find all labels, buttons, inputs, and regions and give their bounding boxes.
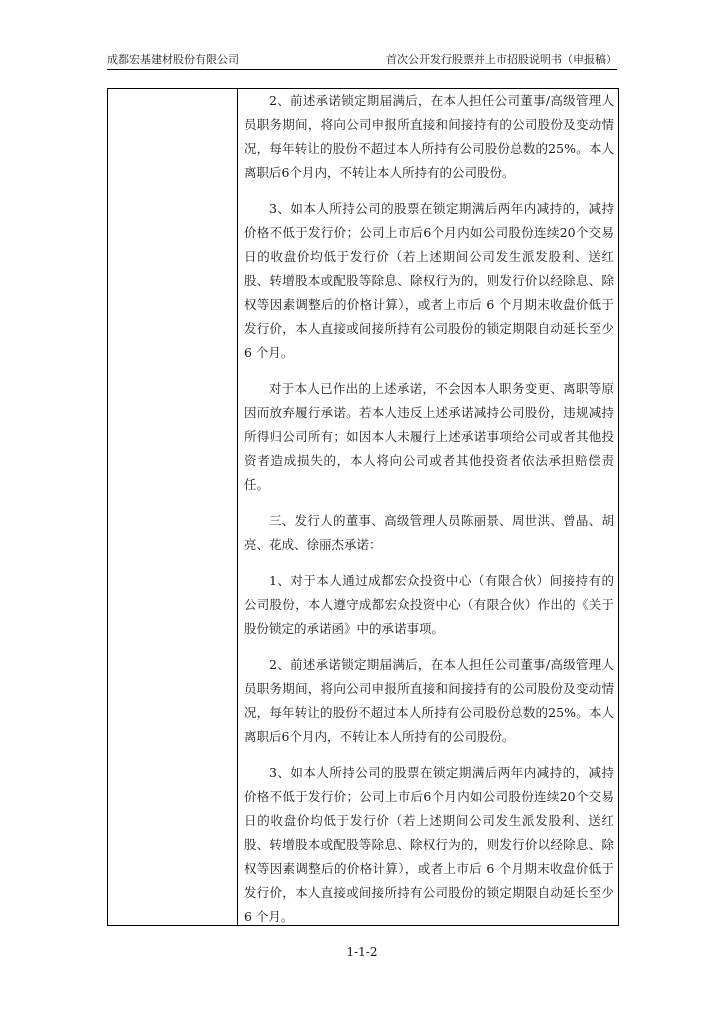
paragraph: 3、如本人所持公司的股票在锁定期满后两年内减持的，减持价格不低于发行价；公司上市后6个月内如公司股份连续20个交易日的收盘价均低于发行价（若上述期间公司发生派发股利、送红股、转增股本或配股等除息、除权行为的，则发行价以经除息、除权等因素调整后的价格计算），或者上市后 6 个月期末收盘价低于发行价，本人直接或间接所持有公司股份的锁定期限自动延长至少 6 个月。 bbox=[244, 765, 614, 924]
table-right-cell bbox=[238, 89, 618, 925]
company-name: 成都宏基建材股份有限公司 bbox=[107, 53, 239, 66]
paragraph: 1、对于本人通过成都宏众投资中心（有限合伙）间接持有的公司股份，本人遵守成都宏众投资中心（有限合伙）作出的《关于股份锁定的承诺函》中的承诺事项。 bbox=[244, 573, 614, 636]
commitment-table bbox=[107, 88, 619, 926]
paragraph: 2、前述承诺锁定期届满后，在本人担任公司董事/高级管理人员职务期间，将向公司申报所直接和间接持有的公司股份及变动情况，每年转让的股份不超过本人所持有公司股份总数的25%。本人离职后6个月内，不转让本人所持有的公司股份。 bbox=[244, 657, 614, 744]
page-header bbox=[107, 52, 617, 68]
paragraph: 对于本人已作出的上述承诺，不会因本人职务变更、离职等原因而放弃履行承诺。若本人违反上述承诺减持公司股份，违规减持所得归公司所有；如因本人未履行上述承诺事项给公司或者其他投资者造成损失的，本人将向公司或者其他投资者依法承担赔偿责任。 bbox=[244, 381, 614, 492]
page-number: 1-1-2 bbox=[346, 945, 378, 959]
paragraph: 2、前述承诺锁定期届满后，在本人担任公司董事/高级管理人员职务期间，将向公司申报所直接和间接持有的公司股份及变动情况，每年转让的股份不超过本人所持有公司股份总数的25%。本人离职后6个月内，不转让本人所持有的公司股份。 bbox=[244, 93, 614, 180]
paragraph: 3、如本人所持公司的股票在锁定期满后两年内减持的，减持价格不低于发行价；公司上市后6个月内如公司股份连续20个交易日的收盘价均低于发行价（若上述期间公司发生派发股利、送红股、转增股本或配股等除息、除权行为的，则发行价以经除息、除权等因素调整后的价格计算），或者上市后 6 个月期末收盘价低于发行价，本人直接或间接所持有公司股份的锁定期限自动延长至少 6 个月。 bbox=[244, 201, 614, 360]
document-title: 首次公开发行股票并上市招股说明书（申报稿） bbox=[386, 53, 617, 66]
section-heading: 三、发行人的董事、高级管理人员陈丽景、周世洪、曾晶、胡亮、花成、徐丽杰承诺： bbox=[244, 513, 614, 552]
header-divider bbox=[107, 69, 617, 70]
table-left-cell bbox=[108, 89, 238, 925]
